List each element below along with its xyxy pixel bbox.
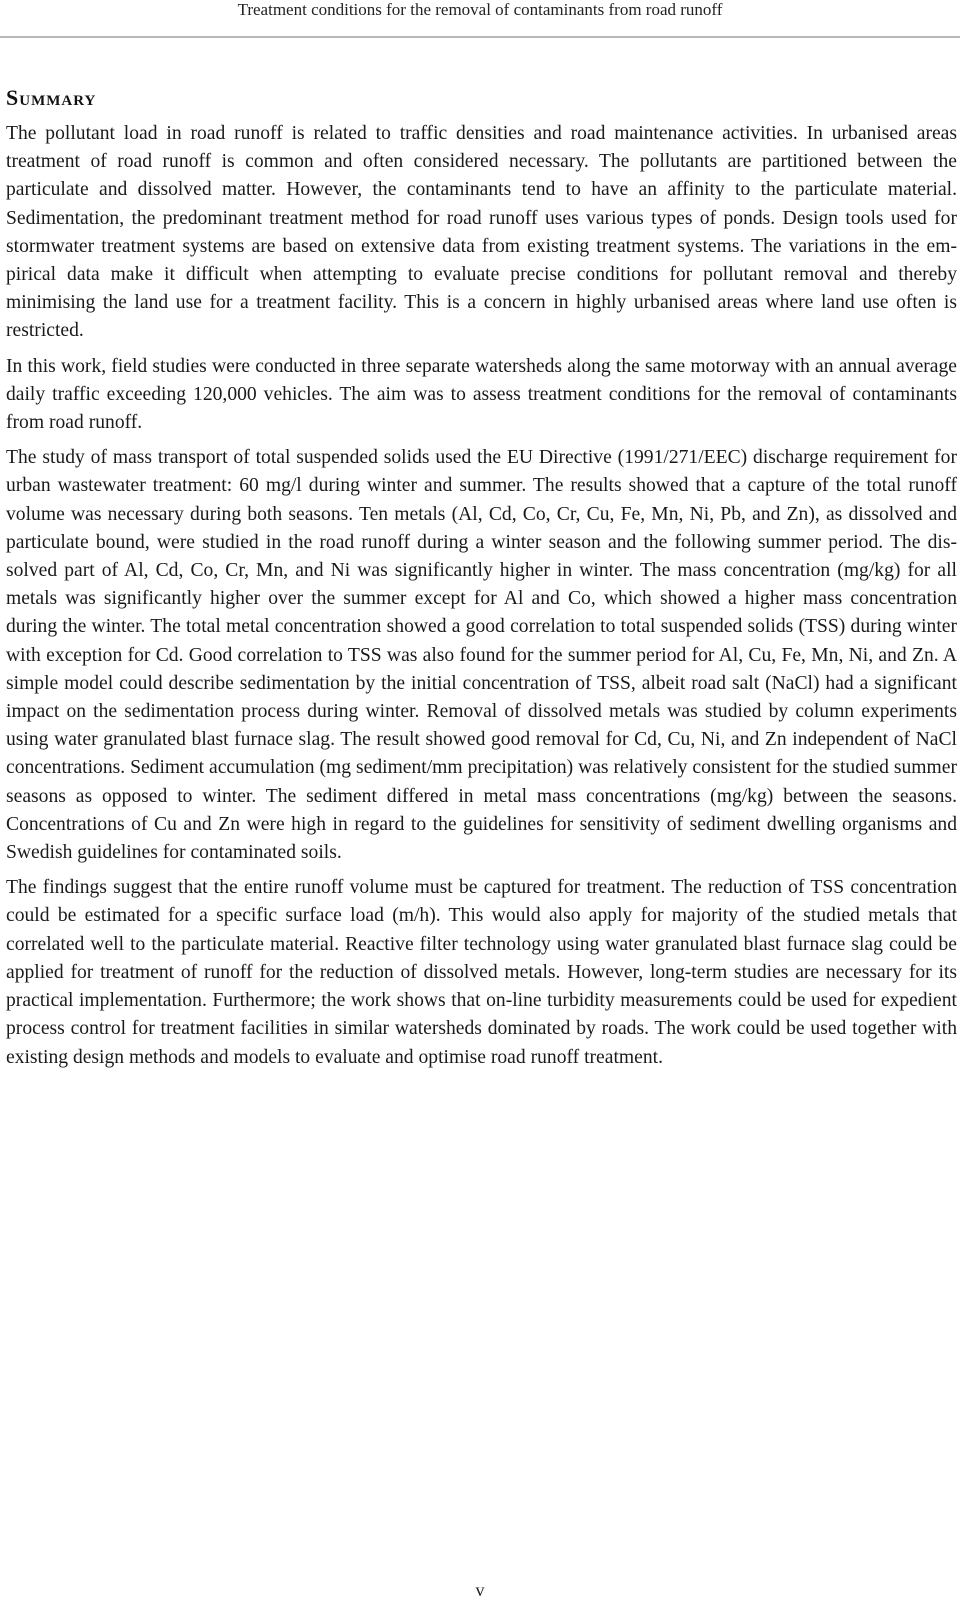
summary-paragraph-1: The pollutant load in road runoff is related to traffic densities and road maintenance activities. In urbanised areas treatment of road runoff is common and often considered necessary. The pollutants are partitioned between the particulate and dissolved matter. However, the contaminants tend to have an affinity to the particulate material. Sedimentation, the predominant treatment method for road runoff uses various types of ponds. Design tools used for stormwater treatment systems are based on extensive data from existing treatment systems. The variations in the empirical data make it difficult when attempting to evaluate precise conditions for pollutant removal and thereby minimising the land use for a treatment facility. This is a concern in highly urbanised areas where land use often is restricted. [6,123,957,342]
page-body [6,84,957,1079]
summary-paragraph-4: The findings suggest that the entire runoff volume must be captured for treatment. The reduction of TSS concentration could be estimated for a specific surface load (m/h). This would also apply for majority of the studied metals that correlated well to the particulate material. Reactive filter technology using water granulated blast furnace slag could be applied for treatment of runoff for the reduction of dissolved metals. However, long-term studies are necessary for its practical implementation. Furthermore; the work shows that on-line turbidity measurements could be used for expedient process control for treatment facilities in similar watersheds dominated by roads. The work could be used together with existing design methods and models to evaluate and optimise road runoff treatment. [6,877,957,1068]
summary-paragraph-2: In this work, field studies were conducted in three separate watersheds along the same motorway with an annual average daily traffic exceeding 120,000 vehicles. The aim was to assess treatment conditions for the removal of contaminants from road runoff. [6,355,957,434]
running-header-title: Treatment conditions for the removal of contaminants from road runoff [237,0,723,19]
page-number: v [475,1580,485,1600]
running-header [0,0,960,38]
section-heading: Summary [6,85,97,110]
summary-paragraph-3: The study of mass transport of total suspended solids used the EU Directive (1991/271/EEC) discharge requirement for urban wastewater treatment: 60 mg/l during winter and summer. The results showed that a capture of the total runoff volume was necessary during both seasons. Ten metals (Al, Cd, Co, Cr, Cu, Fe, Mn, Ni, Pb, and Zn), as dissolved and particulate bound, were studied in the road runoff during a winter season and the following summer period. The dissolved part of Al, Cd, Co, Cr, Mn, and Ni was significantly higher in winter. The mass concentration (mg/kg) for all metals was significantly higher over the summer except for Al and Co, which showed a higher mass concentration during the winter. The total metal concentration showed a good correlation to total suspended solids (TSS) during winter with exception for Cd. Good correlation to TSS was also found for the summer period for Al, Cu, Fe, Mn, Ni, and Zn. A simple model could describe sedimentation by the initial concentration of TSS, albeit road salt (NaCl) had a significant impact on the sedimentation process during winter. Removal of dissolved metals was studied by column experiments using water granulated blast furnace slag. The result showed good removal for Cd, Cu, Ni, and Zn independent of NaCl concentrations. Sediment accumulation (mg sediment/mm precipitation) was relatively consistent for the studied summer seasons as opposed to winter. The sediment differed in metal mass concentrations (mg/kg) between the seasons. Concentrations of Cu and Zn were high in regard to the guidelines for sensitivity of sediment dwelling organisms and Swedish guidelines for contaminated soils. [6,447,957,864]
